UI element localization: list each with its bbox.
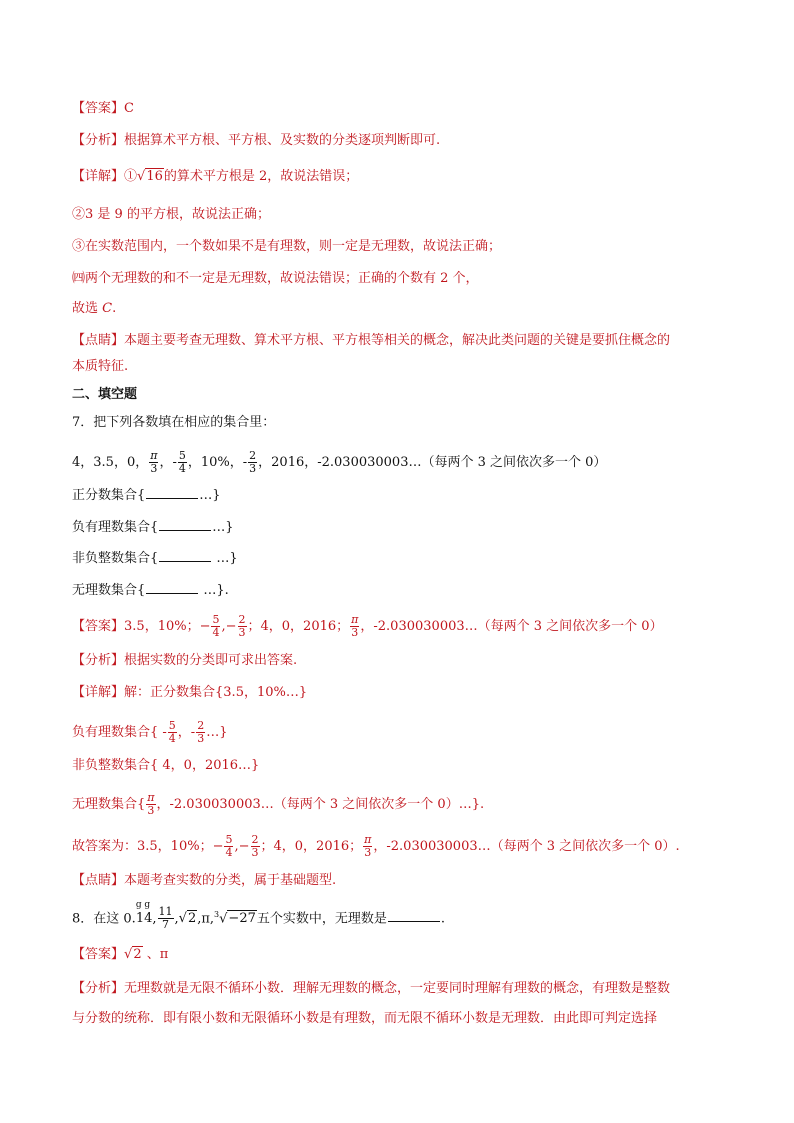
q7-set-negative-rationals: 负有理数集合{ …} [72, 520, 234, 535]
q7-stem: 7．把下列各数填在相应的集合里： [72, 415, 276, 430]
fraction-5-4: $\frac{5}{4}$ [212, 613, 220, 639]
q7-analysis-line [72, 652, 297, 670]
sqrt-2: √2 [178, 911, 197, 927]
sqrt-2: √2 [124, 947, 142, 962]
q7-set-positive-fractions: 正分数集合{ …} [72, 488, 221, 503]
q6-detail-line [72, 168, 358, 186]
comment-text: 本题考查实数的分类，属于基础题型. [124, 873, 337, 888]
answer-blank[interactable] [159, 549, 211, 562]
q7-negative-set: 负有理数集合{ - $\frac{5}{4}$ ，- $\frac{2}{3}$ …} [72, 719, 228, 745]
detail-tag: 【详解】 [72, 685, 125, 700]
answer-blank[interactable] [146, 581, 198, 594]
q7-irrational-set: 无理数集合{ $\frac{\pi}{3}$ ，-2.030030003…（每两个 3 之间依次多一个 0）…}. [72, 791, 485, 817]
q6-choose-line [72, 300, 116, 318]
analysis-tag: 【分析】 [72, 653, 125, 668]
choose-post: . [112, 301, 117, 316]
fraction-pi-3: $\frac{\pi}{3}$ [147, 791, 155, 817]
q6-item-4: ㈣两个无理数的和不一定是无理数，故说法错误；正确的个数有 2 个， [72, 271, 479, 286]
answer-blank[interactable] [146, 486, 198, 499]
answer-tag: 【答案】 [72, 619, 125, 634]
fraction-11-7: $\frac{11}{7}$ [158, 905, 173, 932]
q8-analysis-cont: 与分数的统称．即有限小数和无限循环小数是有理数，而无限不循环小数是无理数．由此即可判定选择 [72, 1011, 658, 1026]
comment-text: 本题主要考查无理数、算术平方根、平方根等相关的概念，解决此类问题的关键是要抓住概念的 [124, 333, 671, 348]
answer-tag: 【答案】 [72, 947, 125, 962]
detail-marker: ① [124, 169, 138, 184]
q7-numbers: 4，3.5，0， $\frac{\pi}{3}$ ，- $\frac{5}{4}$ ，10%，- $\frac{2}{3}$ ，2016，-2.030030003…（每两个 3 之间依次多一个 0） [72, 449, 607, 475]
choose-letter: C [102, 301, 113, 316]
fraction-2-3: $\frac{2}{3}$ [249, 449, 257, 475]
fraction-5-4: $\frac{5}{4}$ [168, 719, 176, 745]
comment-tag: 【点睛】 [72, 873, 125, 888]
choose-pre: 故选 [72, 301, 103, 316]
repeating-decimal: g g 14 [135, 900, 153, 927]
answer-text: C [124, 101, 134, 116]
answer-blank[interactable] [159, 518, 211, 531]
fraction-pi-3: $\frac{\pi}{3}$ [364, 833, 372, 859]
q6-item-3: ③在实数范围内，一个数如果不是有理数，则一定是无理数，故说法正确； [72, 239, 502, 254]
q6-answer-line [72, 100, 134, 118]
analysis-text: 根据算术平方根、平方根、及实数的分类逐项判断即可. [124, 133, 441, 148]
analysis-text: 无理数就是无限不循环小数．理解无理数的概念，一定要同时理解有理数的概念，有理数是整数 [124, 981, 671, 996]
q6-item-2: ②3 是 9 的平方根，故说法正确； [72, 207, 270, 222]
detail-text: 解：正分数集合{3.5，10%…} [124, 685, 308, 700]
analysis-tag: 【分析】 [72, 981, 125, 996]
detail-tag: 【详解】 [72, 169, 125, 184]
q7-nonnegative-set: 非负整数集合{ 4，0，2016…} [72, 758, 260, 773]
q7-set-nonnegative-integers: 非负整数集合{ …} [72, 551, 238, 566]
q7-comment-line [72, 872, 336, 890]
sqrt-16: √16 [137, 169, 163, 184]
section-heading: 二、填空题 [72, 387, 138, 402]
q7-set-irrationals: 无理数集合{ …}. [72, 583, 229, 598]
fraction-pi-3: $\frac{\pi}{3}$ [351, 613, 359, 639]
detail-text: 的算术平方根是 2，故说法错误； [163, 169, 359, 184]
comment-tag: 【点睛】 [72, 333, 125, 348]
fraction-2-3: $\frac{2}{3}$ [238, 613, 246, 639]
q7-detail-line [72, 684, 307, 702]
q8-analysis-line [72, 980, 670, 998]
answer-blank[interactable] [388, 909, 440, 922]
q6-analysis-line [72, 132, 440, 150]
fraction-5-4: $\frac{5}{4}$ [225, 833, 233, 859]
analysis-tag: 【分析】 [72, 133, 125, 148]
fraction-pi-3: $\frac{\pi}{3}$ [150, 449, 158, 475]
fraction-2-3: $\frac{2}{3}$ [251, 833, 259, 859]
q8-answer-line: 【答案】√2 、π [72, 947, 169, 962]
answer-tag: 【答案】 [72, 101, 125, 116]
q7-final-answer: 故答案为：3.5，10%；− $\frac{5}{4}$ ,− $\frac{2}{3}$ ；4，0，2016； $\frac{\pi}{3}$ ，-2.030030003…（每两个 3 之间依次多一个 0）. [72, 833, 680, 859]
q6-comment-cont: 本质特征. [72, 359, 129, 374]
cube-root-neg-27: $^3$√−27 [214, 910, 256, 927]
q6-comment-line [72, 332, 670, 350]
q7-answer-line: 【答案】3.5，10%；− $\frac{5}{4}$ ,− $\frac{2}{3}$ ；4，0，2016； $\frac{\pi}{3}$ ，-2.030030003…（每两个 3 之间依次多一个 0） [72, 613, 663, 639]
fraction-5-4: $\frac{5}{4}$ [178, 449, 186, 475]
q8-stem: 8．在这 0. g g 14, $\frac{11}{7}$ ,√2,π,$^3$√−27五个实数中，无理数是 . [72, 900, 446, 932]
analysis-text: 根据实数的分类即可求出答案. [124, 653, 298, 668]
fraction-2-3: $\frac{2}{3}$ [197, 719, 205, 745]
